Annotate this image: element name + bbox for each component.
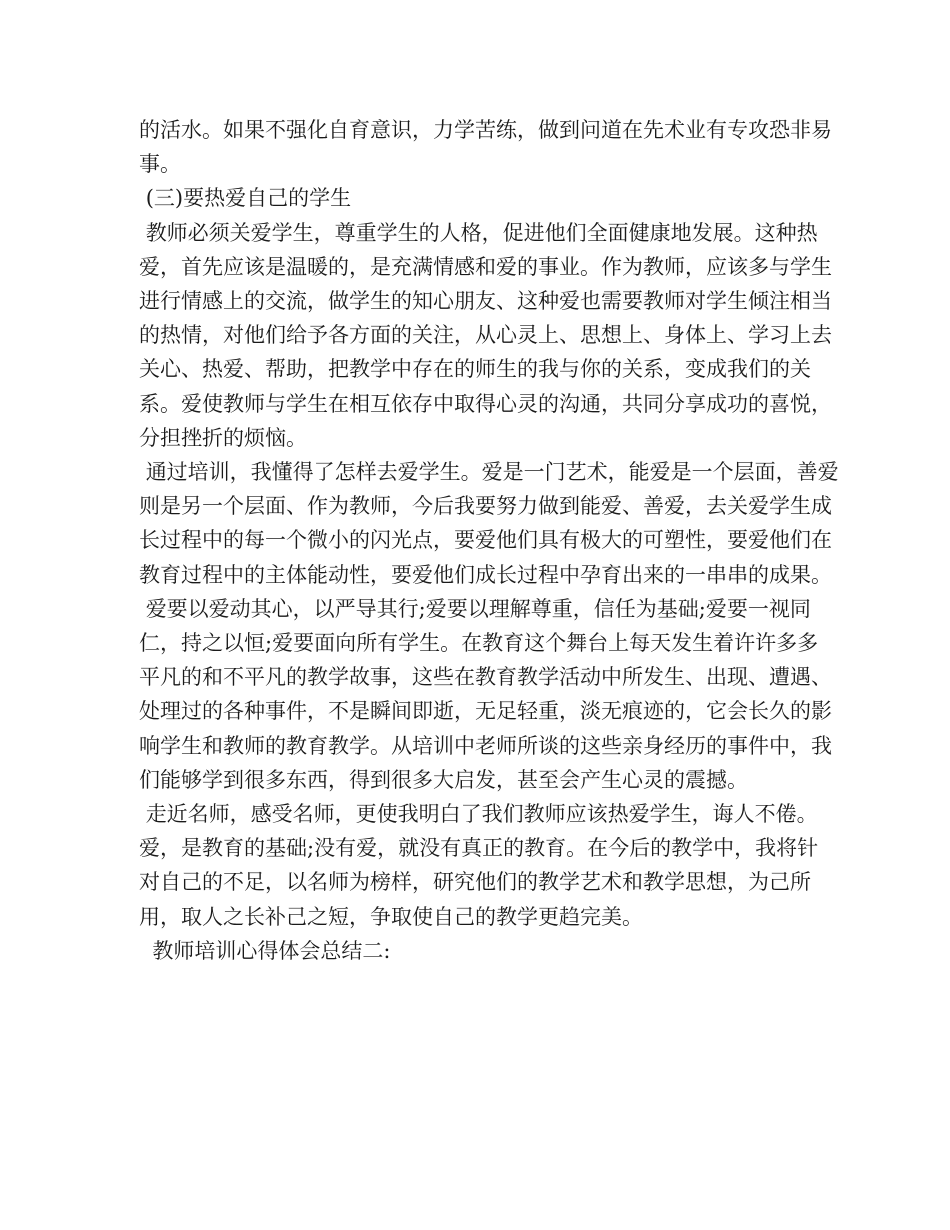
paragraph: 走近名师，感受名师，更使我明白了我们教师应该热爱学生，诲人不倦。爱，是教育的基础;没有爱，就没有真正的教育。在今后的教学中，我将针对自己的不足，以名师为榜样，研究他们的教学艺术和教学思想，为己所用，取人之长补己之短，争取使自己的教学更趋完美。 bbox=[139, 802, 819, 929]
paragraph: 通过培训，我懂得了怎样去爱学生。爱是一门艺术，能爱是一个层面，善爱则是另一个层面、作为教师，今后我要努力做到能爱、善爱，去关爱学生成长过程中的每一个微小的闪光点，要爱他们具有极大的可塑性，要爱他们在教育过程中的主体能动性，要爱他们成长过程中孕育出来的一串串的成果。 bbox=[139, 460, 839, 587]
paragraph: 爱要以爱动其心，以严导其行;爱要以理解尊重，信任为基础;爱要一视同仁，持之以恒;爱要面向所有学生。在教育这个舞台上每天发生着许许多多平凡的和不平凡的教学故事，这些在教育教学活动中所发生、出现、遭遇、处理过的各种事件，不是瞬间即逝，无足轻重，淡无痕迹的，它会长久的影响学生和教师的教育教学。从培训中老师所谈的这些亲身经历的事件中，我们能够学到很多东西，得到很多大启发，甚至会产生心灵的震撼。 bbox=[139, 596, 832, 792]
body-text bbox=[139, 113, 839, 968]
paragraph: 教师必须关爱学生，尊重学生的人格，促进他们全面健康地发展。这种热爱，首先应该是温暖的，是充满情感和爱的事业。作为教师，应该多与学生进行情感上的交流，做学生的知心朋友、这种爱也需要教师对学生倾注相当的热情，对他们给予各方面的关注，从心灵上、思想上、身体上、学习上去关心、热爱、帮助，把教学中存在的师生的我与你的关系，变成我们的关系。爱使教师与学生在相互依存中取得心灵的沟通，共同分享成功的喜悦，分担挫折的烦恼。 bbox=[139, 220, 832, 450]
paragraph-continuation: 的活水。如果不强化自育意识，力学苦练，做到问道在先术业有专攻恐非易事。 bbox=[139, 118, 832, 177]
section-heading: (三)要热爱自己的学生 bbox=[139, 186, 352, 211]
section-title: 教师培训心得体会总结二: bbox=[139, 938, 391, 963]
